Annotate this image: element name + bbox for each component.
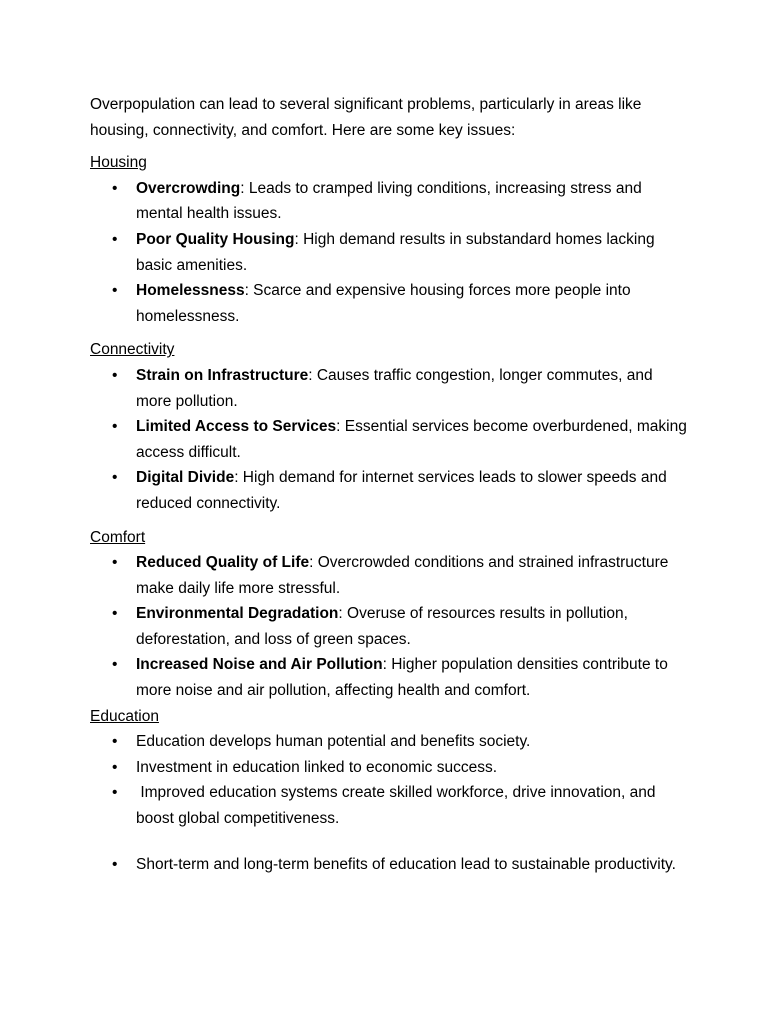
bullet-icon: • [112, 282, 118, 300]
education-list [90, 729, 690, 877]
item-text: Education develops human potential and benefits society. [136, 733, 531, 751]
item-text: : Overcrowded conditions and strained infrastructure make daily life more stressful. [136, 554, 669, 597]
item-text: : Scarce and expensive housing forces more people into homelessness. [136, 282, 631, 325]
bullet-icon: • [112, 469, 118, 487]
item-text: : Leads to cramped living conditions, increasing stress and mental health issues. [136, 179, 642, 223]
housing-list [90, 176, 690, 330]
item-text: : Essential services become overburdened, making access difficult. [136, 418, 687, 461]
bullet-icon: • [112, 855, 118, 873]
section-housing [90, 150, 690, 329]
list-item [90, 755, 690, 781]
list-item [90, 227, 690, 278]
item-term: Overcrowding [136, 179, 241, 197]
section-heading-connectivity: Connectivity [90, 341, 175, 359]
list-item [90, 601, 690, 652]
item-term: Limited Access to Services [136, 418, 337, 436]
document-page [90, 92, 690, 885]
list-item [90, 550, 690, 601]
item-term: Strain on Infrastructure [136, 366, 309, 384]
bullet-icon: • [112, 554, 118, 572]
bullet-icon: • [112, 418, 118, 436]
bullet-icon: • [112, 179, 118, 197]
section-heading-education: Education [90, 707, 159, 725]
bullet-icon: • [112, 366, 118, 384]
list-item [90, 780, 690, 831]
item-term: Environmental Degradation [136, 605, 339, 623]
list-item [90, 363, 690, 414]
bullet-icon: • [112, 605, 118, 623]
item-term: Digital Divide [136, 469, 235, 487]
bullet-icon: • [112, 758, 118, 776]
intro-paragraph: Overpopulation can lead to several significant problems, particularly in areas like housing, connectivity, and comfort. Here are some key issues: [90, 96, 642, 139]
item-text: : High demand results in substandard homes lacking basic amenities. [136, 230, 655, 274]
bullet-icon: • [112, 656, 118, 674]
item-text: : Causes traffic congestion, longer commutes, and more pollution. [136, 366, 653, 410]
section-comfort [90, 525, 690, 704]
list-item [90, 414, 690, 465]
comfort-list [90, 550, 690, 704]
item-term: Homelessness [136, 282, 245, 300]
bullet-icon: • [112, 784, 118, 802]
bullet-icon: • [112, 230, 118, 248]
item-term: Poor Quality Housing [136, 230, 295, 248]
list-item [90, 176, 690, 227]
list-item [90, 852, 690, 878]
section-connectivity [90, 337, 690, 516]
section-heading-comfort: Comfort [90, 528, 146, 546]
bullet-icon: • [112, 733, 118, 751]
list-item [90, 729, 690, 755]
item-term: Increased Noise and Air Pollution [136, 656, 383, 674]
item-text: : Higher population densities contribute to more noise and air pollution, affecting health and comfort. [136, 656, 668, 700]
list-item [90, 278, 690, 329]
item-term: Reduced Quality of Life [136, 554, 310, 572]
section-heading-housing: Housing [90, 154, 147, 172]
item-text: Investment in education linked to economic success. [136, 758, 497, 776]
item-text: Improved education systems create skilled workforce, drive innovation, and boost global competitiveness. [136, 784, 660, 828]
section-education [90, 704, 690, 878]
list-item [90, 465, 690, 516]
item-text: Short-term and long-term benefits of education lead to sustainable productivity. [136, 855, 676, 873]
item-text: : Overuse of resources results in pollution, deforestation, and loss of green spaces. [136, 605, 628, 648]
list-item [90, 652, 690, 703]
connectivity-list [90, 363, 690, 517]
item-text: : High demand for internet services leads to slower speeds and reduced connectivity. [136, 469, 667, 512]
